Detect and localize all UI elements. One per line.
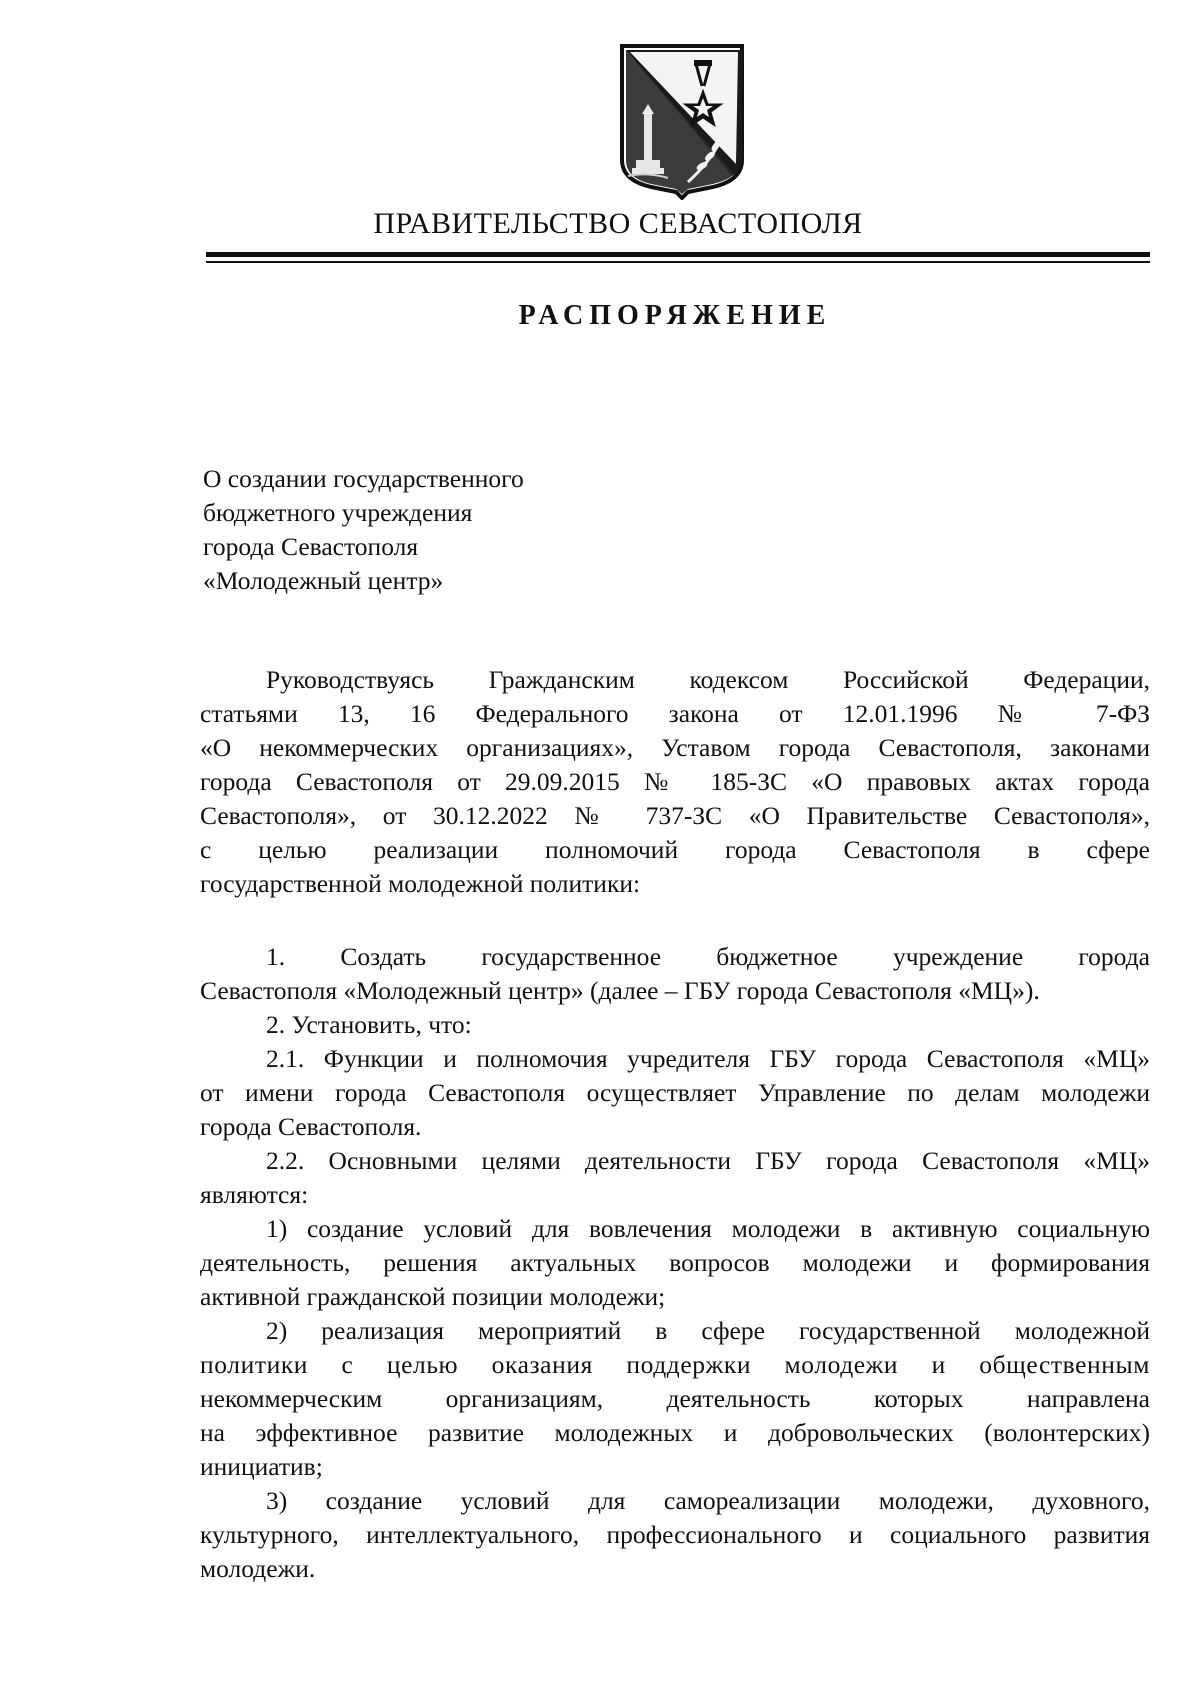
item-2-paragraph xyxy=(200,1008,1150,1042)
subject-line: бюджетного учреждения xyxy=(203,498,473,527)
text-line: инициатив; xyxy=(200,1452,323,1481)
text-line: деятельность, решения актуальных вопросов молодежи и формирования xyxy=(200,1248,1150,1277)
text-line: города Севастополя от 29.09.2015 № 185-ЗС «О правовых актах города xyxy=(200,767,1150,796)
text-line: 3) создание условий для самореализации молодежи, духовного, xyxy=(266,1486,1150,1515)
text-line: на эффективное развитие молодежных и добровольческих (волонтерских) xyxy=(200,1418,1150,1447)
text-line: 1) создание условий для вовлечения молодежи в активную социальную xyxy=(266,1214,1150,1243)
text-line: от имени города Севастополя осуществляет Управление по делам молодежи xyxy=(200,1078,1150,1107)
goal-1-paragraph xyxy=(200,1212,1150,1314)
item-2-1-paragraph xyxy=(200,1042,1150,1144)
text-line: некоммерческим организациям, деятельность которых направлена xyxy=(200,1384,1150,1413)
item-1-paragraph xyxy=(200,940,1150,1008)
subject-line: «Молодежный центр» xyxy=(203,566,444,595)
text-line: 1. Создать государственное бюджетное учреждение города xyxy=(266,942,1150,971)
sevastopol-coat-of-arms-icon xyxy=(618,42,746,200)
text-line: 2. Установить, что: xyxy=(266,1010,472,1039)
text-line: 2.2. Основными целями деятельности ГБУ города Севастополя «МЦ» xyxy=(266,1146,1150,1175)
header-rule-thick xyxy=(206,252,1150,257)
text-line: Руководствуясь Гражданским кодексом Российской Федерации, xyxy=(266,665,1150,694)
text-line: 2.1. Функции и полномочия учредителя ГБУ города Севастополя «МЦ» xyxy=(266,1044,1150,1073)
subject-line: города Севастополя xyxy=(203,532,419,561)
header-rule-thin xyxy=(206,261,1150,263)
document-type-title: РАСПОРЯЖЕНИЕ xyxy=(518,300,832,331)
text-line: политики с целью оказания поддержки молодежи и общественным xyxy=(200,1350,1150,1379)
text-line: Севастополя», от 30.12.2022 № 737-ЗС «О Правительстве Севастополя», xyxy=(200,801,1150,830)
text-line: города Севастополя. xyxy=(200,1112,422,1141)
item-2-2-paragraph xyxy=(200,1144,1150,1212)
text-line: являются: xyxy=(200,1180,309,1209)
organization-title: ПРАВИТЕЛЬСТВО СЕВАСТОПОЛЯ xyxy=(373,207,863,240)
text-line: статьями 13, 16 Федерального закона от 12.01.1996 № 7-ФЗ xyxy=(200,699,1150,728)
text-line: культурного, интеллектуального, профессионального и социального развития xyxy=(200,1520,1150,1549)
text-line: с целью реализации полномочий города Севастополя в сфере xyxy=(200,835,1150,864)
text-line: молодежи. xyxy=(200,1554,316,1583)
text-line: государственной молодежной политики: xyxy=(200,869,641,898)
text-line: «О некоммерческих организациях», Уставом города Севастополя, законами xyxy=(200,733,1150,762)
goal-3-paragraph xyxy=(200,1484,1150,1586)
goal-2-paragraph xyxy=(200,1314,1150,1484)
document-subject xyxy=(203,462,524,598)
text-line: 2) реализация мероприятий в сфере государственной молодежной xyxy=(266,1316,1150,1345)
text-line: Севастополя «Молодежный центр» (далее – ГБУ города Севастополя «МЦ»). xyxy=(200,976,1040,1005)
text-line: активной гражданской позиции молодежи; xyxy=(200,1282,666,1311)
preamble-paragraph xyxy=(200,663,1150,901)
subject-line: О создании государственного xyxy=(203,464,524,493)
